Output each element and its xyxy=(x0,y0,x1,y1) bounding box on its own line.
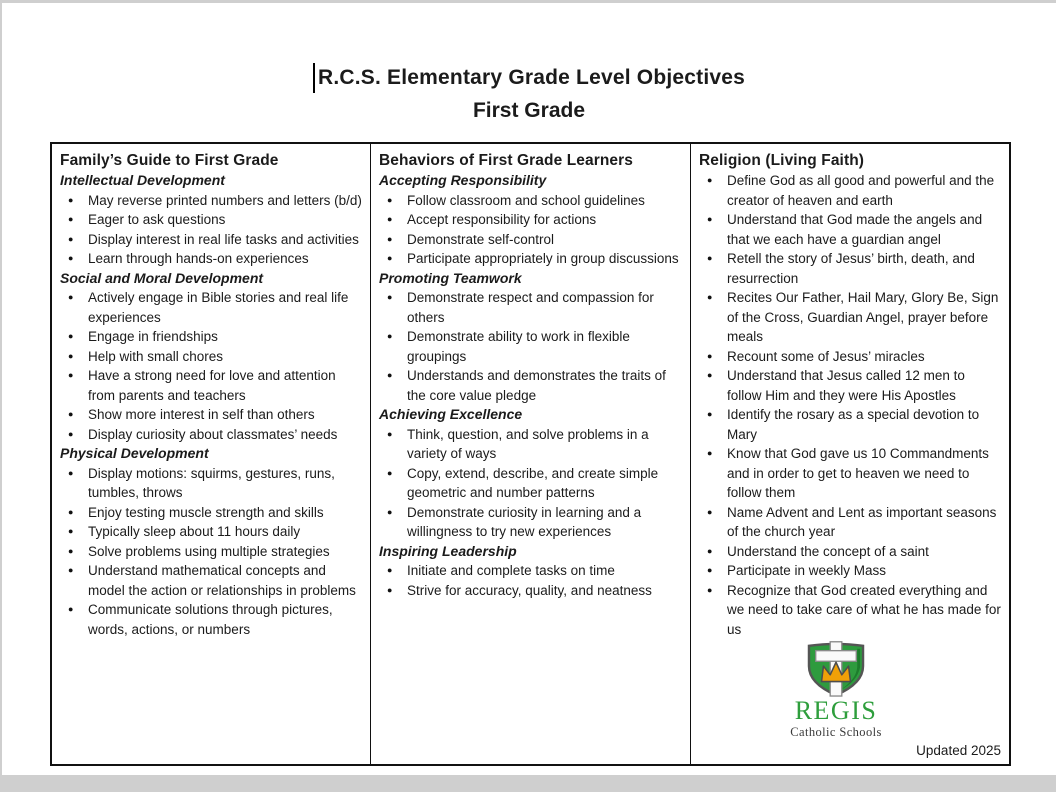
bullet-marker-icon: ● xyxy=(387,584,393,595)
bullet-text: Help with small chores xyxy=(88,348,224,364)
bullet-marker-icon: ● xyxy=(387,370,393,380)
bullet-text: Participate in weekly Mass xyxy=(727,563,887,578)
bullet-text: Strive for accuracy, quality, and neatness xyxy=(407,582,652,598)
document-page xyxy=(2,3,1056,775)
bullet-item xyxy=(699,366,1003,405)
bullet-marker-icon: ● xyxy=(707,214,713,224)
bullet-text: Accept responsibility for actions xyxy=(407,212,597,227)
bullet-text: Copy, extend, describe, and create simple geometric and number patterns xyxy=(407,465,659,500)
bullet-text: Demonstrate self-control xyxy=(407,231,555,247)
bullet-item xyxy=(379,327,684,366)
bullet-text: Follow classroom and school guidelines xyxy=(407,192,645,208)
bullet-marker-icon: ● xyxy=(68,428,74,439)
section-subheading: Accepting Responsibility xyxy=(379,172,547,188)
bullet-item xyxy=(699,347,1003,367)
bullet-text: Understand that God made the angels and that we each have a guardian angel xyxy=(727,212,983,247)
bullet-text: Eager to ask questions xyxy=(88,212,226,227)
bullet-item xyxy=(699,503,1003,542)
bullet-text: Display interest in real life tasks and activities xyxy=(88,231,359,247)
bullet-marker-icon: ● xyxy=(707,370,713,380)
section-subheading: Social and Moral Development xyxy=(60,269,264,286)
bullet-text: Demonstrate curiosity in learning and a willingness to try new experiences xyxy=(407,504,642,539)
updated-label: Updated 2025 xyxy=(916,743,1001,758)
bullet-item xyxy=(60,191,364,211)
bullet-item xyxy=(60,288,364,327)
bullet-marker-icon: ● xyxy=(68,526,74,536)
page-title: R.C.S. Elementary Grade Level Objectives xyxy=(317,66,745,89)
bullet-marker-icon: ● xyxy=(707,506,713,517)
bullet-text: Understand that Jesus called 12 men to follow Him and they were His Apostles xyxy=(727,368,965,403)
bullet-text: Understands and demonstrates the traits of the core value pledge xyxy=(407,368,666,403)
bullet-text: Define God as all good and powerful and the creator of heaven and earth xyxy=(727,173,995,208)
bullet-marker-icon: ● xyxy=(387,194,393,205)
bullet-marker-icon: ● xyxy=(68,604,74,614)
bullet-item xyxy=(379,464,684,503)
bullet-item xyxy=(60,600,364,639)
bullet-item xyxy=(60,425,364,445)
bullet-item xyxy=(60,522,364,542)
section-subheading: Physical Development xyxy=(60,445,209,461)
bullet-marker-icon: ● xyxy=(68,565,74,575)
bullet-marker-icon: ● xyxy=(68,233,74,244)
bullet-text: Enjoy testing muscle strength and skills xyxy=(88,504,324,520)
column-behaviors xyxy=(370,144,690,764)
bullet-item xyxy=(699,581,1003,640)
bullet-text: Engage in friendships xyxy=(88,329,218,344)
bullet-text: Retell the story of Jesus’ birth, death, and resurrection xyxy=(727,251,975,286)
bullet-text: Think, question, and solve problems in a variety of ways xyxy=(407,426,649,461)
column-heading: Family’s Guide to First Grade xyxy=(60,152,279,169)
bullet-item xyxy=(60,561,364,600)
bullet-marker-icon: ● xyxy=(68,545,74,556)
bullet-marker-icon: ● xyxy=(707,175,713,185)
bullet-item xyxy=(379,230,684,250)
bullet-item xyxy=(60,230,364,250)
bullet-item xyxy=(699,249,1003,288)
bullet-item xyxy=(60,503,364,523)
bullet-item xyxy=(379,581,684,601)
bullet-marker-icon: ● xyxy=(68,253,74,263)
bullet-marker-icon: ● xyxy=(68,370,74,380)
section-subheading: Intellectual Development xyxy=(60,172,225,188)
bullet-marker-icon: ● xyxy=(707,448,713,458)
column-familys-guide xyxy=(52,144,370,764)
title-block xyxy=(2,63,1056,126)
section-subheading: Achieving Excellence xyxy=(379,406,523,422)
regis-logo xyxy=(761,641,911,739)
bullet-marker-icon: ● xyxy=(707,253,713,263)
bullet-marker-icon: ● xyxy=(387,292,393,302)
bullet-text: Recount some of Jesus’ miracles xyxy=(727,348,925,364)
bullet-item xyxy=(60,347,364,367)
column-religion xyxy=(690,144,1009,764)
shield-cross-crown-icon xyxy=(801,641,871,697)
bullet-item xyxy=(60,249,364,269)
bullet-item xyxy=(379,425,684,464)
bullet-text: Typically sleep about 11 hours daily xyxy=(88,524,301,539)
page-subtitle: First Grade xyxy=(472,99,586,122)
text-cursor xyxy=(313,63,315,93)
bullet-item xyxy=(379,503,684,542)
bullet-marker-icon: ● xyxy=(68,331,74,341)
bullet-text: Show more interest in self than others xyxy=(88,407,315,422)
bullet-text: Participate appropriately in group discussions xyxy=(407,251,679,266)
bullet-text: Initiate and complete tasks on time xyxy=(407,563,615,578)
bullet-marker-icon: ● xyxy=(387,506,393,517)
bullet-marker-icon: ● xyxy=(68,194,74,205)
bullet-marker-icon: ● xyxy=(707,545,713,556)
bullet-item xyxy=(699,405,1003,444)
bullet-item xyxy=(699,561,1003,581)
bullet-text: Name Advent and Lent as important seasons of the church year xyxy=(727,504,997,539)
bullet-marker-icon: ● xyxy=(68,409,74,419)
column-body xyxy=(60,171,364,639)
bullet-item xyxy=(379,288,684,327)
bullet-marker-icon: ● xyxy=(707,565,713,575)
bullet-item xyxy=(60,405,364,425)
bullet-item xyxy=(699,542,1003,562)
bullet-text: Understand mathematical concepts and model the action or relationships in problems xyxy=(88,563,356,598)
bullet-marker-icon: ● xyxy=(68,506,74,517)
bullet-item xyxy=(60,210,364,230)
bullet-item xyxy=(60,366,364,405)
bullet-text: Demonstrate respect and compassion for others xyxy=(407,290,654,325)
bullet-text: Solve problems using multiple strategies xyxy=(88,543,330,559)
regis-logo-title: REGIS xyxy=(794,696,878,725)
bullet-text: Learn through hands-on experiences xyxy=(88,251,309,266)
bullet-item xyxy=(60,542,364,562)
column-body xyxy=(699,171,1003,639)
objectives-table xyxy=(50,142,1011,766)
bullet-item xyxy=(699,444,1003,503)
bullet-marker-icon: ● xyxy=(68,292,74,302)
bullet-marker-icon: ● xyxy=(707,584,713,595)
bullet-marker-icon: ● xyxy=(387,565,393,575)
bullet-text: May reverse printed numbers and letters (b/d) xyxy=(88,192,362,208)
bullet-text: Have a strong need for love and attention from parents and teachers xyxy=(88,368,336,403)
bullet-text: Communicate solutions through pictures, words, actions, or numbers xyxy=(88,602,333,637)
bullet-item xyxy=(379,366,684,405)
bullet-marker-icon: ● xyxy=(68,214,74,224)
column-heading: Religion (Living Faith) xyxy=(699,152,865,169)
bullet-item xyxy=(379,561,684,581)
regis-logo-subtitle: Catholic Schools xyxy=(790,725,882,739)
bullet-item xyxy=(379,210,684,230)
bullet-text: Understand the concept of a saint xyxy=(727,543,929,559)
bullet-marker-icon: ● xyxy=(387,253,393,263)
bullet-item xyxy=(60,327,364,347)
bullet-marker-icon: ● xyxy=(387,214,393,224)
bullet-item xyxy=(379,249,684,269)
bullet-marker-icon: ● xyxy=(68,350,74,361)
bullet-item xyxy=(379,191,684,211)
bullet-item xyxy=(60,464,364,503)
bullet-item xyxy=(699,288,1003,347)
bullet-text: Actively engage in Bible stories and real life experiences xyxy=(88,290,349,325)
bullet-marker-icon: ● xyxy=(707,292,713,302)
bullet-text: Know that God gave us 10 Commandments and in order to get to heaven we need to follow them xyxy=(727,446,989,500)
bullet-text: Display curiosity about classmates’ needs xyxy=(88,426,338,442)
bullet-text: Display motions: squirms, gestures, runs, tumbles, throws xyxy=(88,465,335,500)
bullet-text: Recites Our Father, Hail Mary, Glory Be, Sign of the Cross, Guardian Angel, prayer before meals xyxy=(727,290,999,344)
bullet-marker-icon: ● xyxy=(707,350,713,361)
bullet-marker-icon: ● xyxy=(387,467,393,478)
bullet-marker-icon: ● xyxy=(387,428,393,439)
section-subheading: Inspiring Leadership xyxy=(379,542,517,559)
section-subheading: Promoting Teamwork xyxy=(379,269,522,286)
bullet-text: Recognize that God created everything and we need to take care of what he has made for us xyxy=(727,582,1001,637)
column-body xyxy=(379,171,684,600)
bullet-item xyxy=(699,210,1003,249)
page-title-row xyxy=(2,63,1056,93)
bullet-marker-icon: ● xyxy=(387,331,393,341)
bullet-marker-icon: ● xyxy=(387,233,393,244)
bullet-item xyxy=(699,171,1003,210)
column-heading: Behaviors of First Grade Learners xyxy=(379,152,633,169)
bullet-marker-icon: ● xyxy=(68,467,74,478)
bullet-text: Demonstrate ability to work in flexible groupings xyxy=(407,329,630,364)
bullet-marker-icon: ● xyxy=(707,409,713,419)
bullet-text: Identify the rosary as a special devotion to Mary xyxy=(727,407,980,442)
